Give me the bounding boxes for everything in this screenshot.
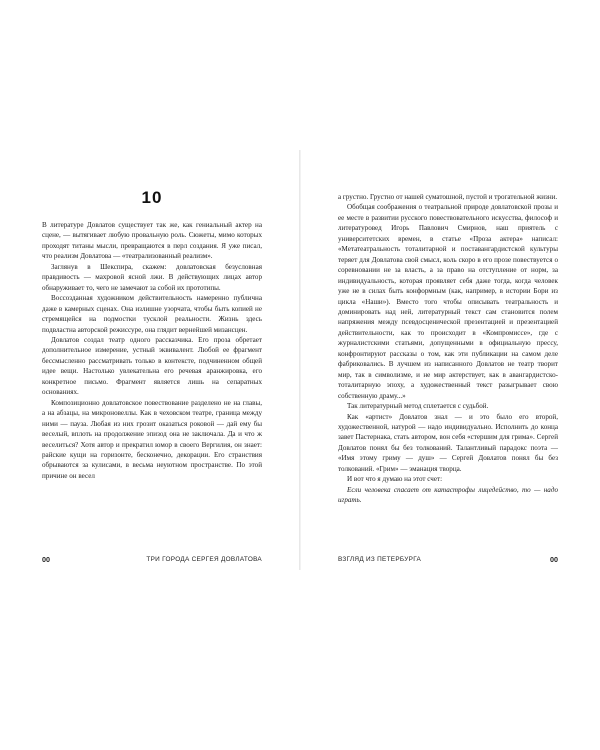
paragraph: Так литературный метод сплетается с судьбой. xyxy=(347,402,489,411)
paragraph: Композиционно довлатовское повествование разделено не на главы, а на абзацы, на микроновеллы. Как в чеховском театре, граница между ними — пауза. Любая из них грозит оказаться роковой — дай ему бы веселый, вплоть на продолжение эпизод она не заключала. Да и что ж веселиться? Хотя автор и прекратил юмор в своего Вергилия, он знает: райские кущи на горизонте, бесконечно, декорации. Его странствия обрываются за кулисами, в весьма неуютном пространстве. По этой причине он весел xyxy=(42,398,262,480)
left-running-head: ТРИ ГОРОДА СЕРГЕЯ ДОВЛАТОВА xyxy=(146,556,262,563)
paragraph: Если человека спасает от катастрофы лицедейство, то — надо играть. xyxy=(338,485,558,505)
paragraph: Как «артист» Довлатов знал — и это было его второй, художественной, натурой — надо индивидуально. Исполнить до конца завет Пастернака, стать автором, вон себя «стершим для грима». Сергей Довлатов понял бы без толкований. Талантливый парадокс поэта — «Имя этому гриму — душ» — Сергей Довлатов понял бы без толкований. «Грим» — эманация творца. xyxy=(338,412,558,473)
paragraph: И вот что я думаю на этот счет: xyxy=(347,475,443,484)
left-page-footer xyxy=(42,555,262,565)
right-running-head: ВЗГЛЯД ИЗ ПЕТЕРБУРГА xyxy=(338,556,422,563)
left-page xyxy=(42,150,262,570)
left-page-number: 00 xyxy=(42,555,50,564)
paragraph: Заглянув в Шекспира, скажем: довлатовская безусловная правдивость — махровой ясной лжи. В действующих лицах автор обнаруживает то, чего не замечают за собой их прототипы. xyxy=(42,262,262,292)
left-page-body xyxy=(42,220,262,481)
book-gutter xyxy=(299,150,301,570)
paragraph: Воссозданная художником действительность намеренно публична даже в камерных сценах. Она излишне узорчата, чтобы быть копией не стремящейся на подмостки тусклой реальности. Жизнь здесь подвластна авторской режиссуре, она глядит вернейшей мизансцен. xyxy=(42,294,262,334)
right-page-number: 00 xyxy=(550,555,558,564)
right-page-footer xyxy=(338,555,558,565)
paragraph: Довлатов создал театр одного рассказчика. Его проза обретает дополнительное измерение, устный эквивалент. Любой ее фрагмент бессмысленно рассматривать только в контексте, подчиненном общей идее вещи. Настолько увлекательна его речевая аранжировка, его конкретное письмо. Фрагмент является лишь на сепаратных основаниях. xyxy=(42,335,262,397)
paragraph: Обобщая соображения о театральной природе довлатовской прозы и ее месте в развитии русского повествовательного искусства, философ и литературовед Игорь Павлович Смирнов, наш приятель с университетских времен, в статье «Проза актера» написал: «Метатеатральность тоталитарной и поставангардистской культуры теряет для Довлатова свой смысл, коль скоро в его прозе повествуется о соревновании не за власть, а за право на отступление от норм, за индивидуальность, которая проявляет себя даже тогда, когда человек уже не в силах быть конформным (как, например, в истории Бори из цикла «Наши»). Вместо того чтобы описывать театральность и доминировать над ней, литературный текст сам становится полем напряжения между псевдосценической презентацией и презентацией действительности, как то происходит в «Компромиссе», где с журналистскими статьями, допущенными в официальную прессу, конфронтируют рассказы о том, как эти публикации на самом деле фабриковались. В лучшем из написанного Довлатов не театр творит мир, так в символизме, и не мир актерствует, как в авангардистско-тоталитарную эпоху, а художественный текст разыгрывает свою собственную драму...» xyxy=(338,203,558,400)
paragraph: В литературе Довлатов существует так же, как гениальный актер на сцене, — вытягивает любую провальную роль. Сюжеты, мимо которых проходят титаны мысли, превращаются в перл создания. Я уже писал, что реализм Довлатова — «театрализованный реализм». xyxy=(42,221,262,261)
right-page xyxy=(338,150,558,570)
chapter-number: 10 xyxy=(141,188,163,207)
paragraph: а грустно. Грустно от нашей суматошной, пустой и трогательной жизни. xyxy=(338,193,558,201)
right-page-body xyxy=(338,192,558,506)
